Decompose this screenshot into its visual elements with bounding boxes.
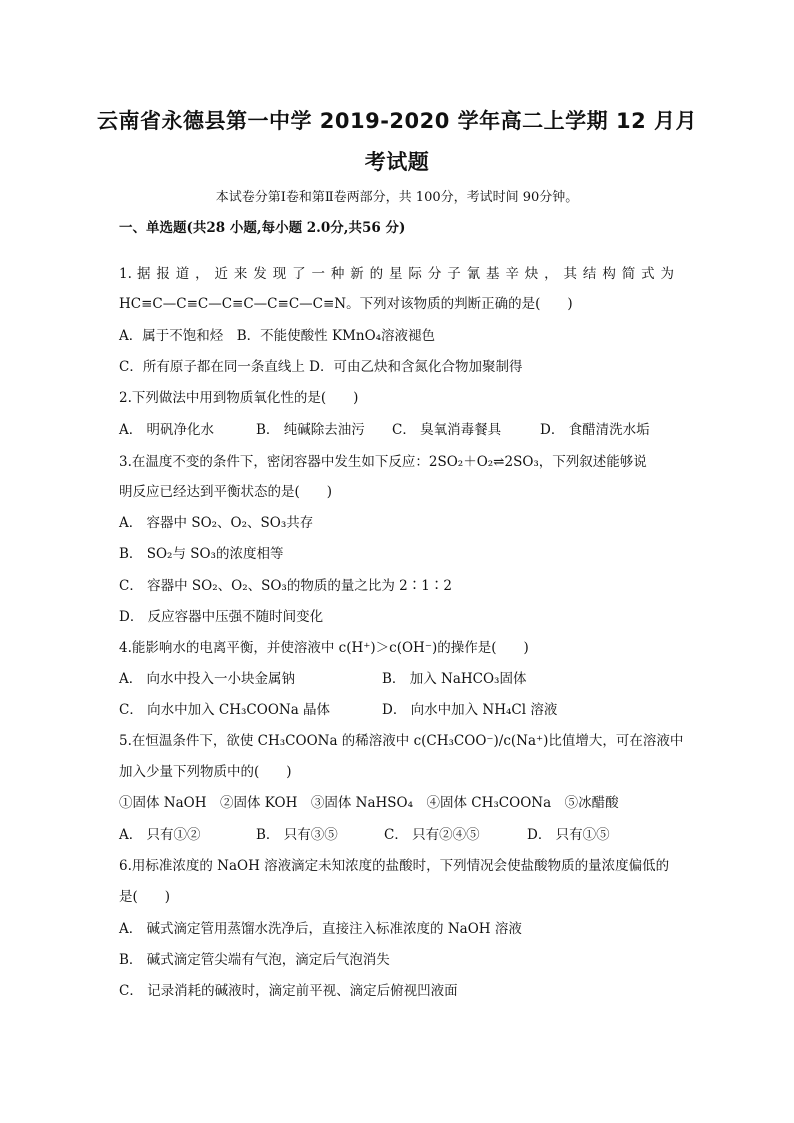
q6-stem-line2: 是( ) [119,889,171,905]
q5-items: ①固体 NaOH ②固体 KOH ③固体 NaHSO₄ ④固体 CH₃COONa ⑤冰醋酸 [119,795,619,811]
q5-stem-line1: 5.在恒温条件下，欲使 CH₃COONa 的稀溶液中 c(CH₃COO⁻)/c(Na⁺)比值增大，可在溶液中 [119,733,684,749]
q6-option-a: A． 碱式滴定管用蒸馏水洗净后，直接注入标准浓度的 NaOH 溶液 [119,921,522,937]
page-title-line1: 云南省永德县第一中学 2019-2020 学年高二上学期 12 月月 [96,109,698,133]
q4-option-c: C． 向水中加入 CH₃COONa 晶体 [119,702,331,718]
section-heading: 一、单选题(共28 小题,每小题 2.0分,共56 分) [119,220,406,236]
q4-stem: 4.能影响水的电离平衡，并使溶液中 c(H⁺)＞c(OH⁻)的操作是( ) [119,640,529,656]
q1-stem-line2: HC≡C—C≡C—C≡C—C≡C—C≡N。下列对该物质的判断正确的是( ) [119,296,573,312]
q5-option-c: C． 只有②④⑤ [384,827,480,843]
q6-stem-line1: 6.用标准浓度的 NaOH 溶液滴定未知浓度的盐酸时，下列情况会使盐酸物质的量浓度偏低的 [119,858,670,874]
q2-option-b: B． 纯碱除去油污 [256,422,365,438]
q2-stem: 2.下列做法中用到物质氧化性的是( ) [119,390,359,406]
q3-stem-line1: 3.在温度不变的条件下，密闭容器中发生如下反应：2SO₂＋O₂⇌2SO₃，下列叙述能够说 [119,454,647,470]
q2-option-a: A． 明矾净化水 [119,422,215,438]
q3-stem-line2: 明反应已经达到平衡状态的是( ) [119,484,333,500]
q5-stem-line2: 加入少量下列物质中的( ) [119,764,292,780]
q4-option-b: B． 加入 NaHCO₃固体 [382,671,527,687]
q5-option-d: D． 只有①⑤ [527,827,610,843]
q3-option-a: A． 容器中 SO₂、O₂、SO₃共存 [119,515,314,531]
q3-option-c: C． 容器中 SO₂、O₂、SO₃的物质的量之比为 2∶1∶2 [119,578,452,594]
q1-options-ab: A．属于不饱和烃 B．不能使酸性 KMnO₄溶液褪色 [119,328,436,344]
q5-option-b: B． 只有③⑤ [256,827,338,843]
q4-option-a: A． 向水中投入一小块金属钠 [119,671,296,687]
page-title-line2: 考试题 [364,150,430,174]
q6-option-c: C． 记录消耗的碱液时，滴定前平视、滴定后俯视凹液面 [119,983,458,999]
q3-option-d: D． 反应容器中压强不随时间变化 [119,609,324,625]
exam-instructions: 本试卷分第Ⅰ卷和第Ⅱ卷两部分，共 100分，考试时间 90分钟。 [215,190,579,205]
q5-option-a: A． 只有①② [119,827,201,843]
q6-option-b: B． 碱式滴定管尖端有气泡，滴定后气泡消失 [119,952,390,968]
q4-option-d: D． 向水中加入 NH₄Cl 溶液 [382,702,558,718]
q2-option-c: C． 臭氧消毒餐具 [392,422,502,438]
q3-option-b: B． SO₂与 SO₃的浓度相等 [119,546,284,562]
q1-stem-line1: 1. 据 报 道 ， 近 来 发 现 了 一 种 新 的 星 际 分 子 氰 基 辛 炔 ， 其 结 构 简 式 为 [119,266,674,282]
q1-options-cd: C．所有原子都在同一条直线上 D．可由乙炔和含氮化合物加聚制得 [119,359,523,375]
q2-option-d: D． 食醋清洗水垢 [540,422,650,438]
